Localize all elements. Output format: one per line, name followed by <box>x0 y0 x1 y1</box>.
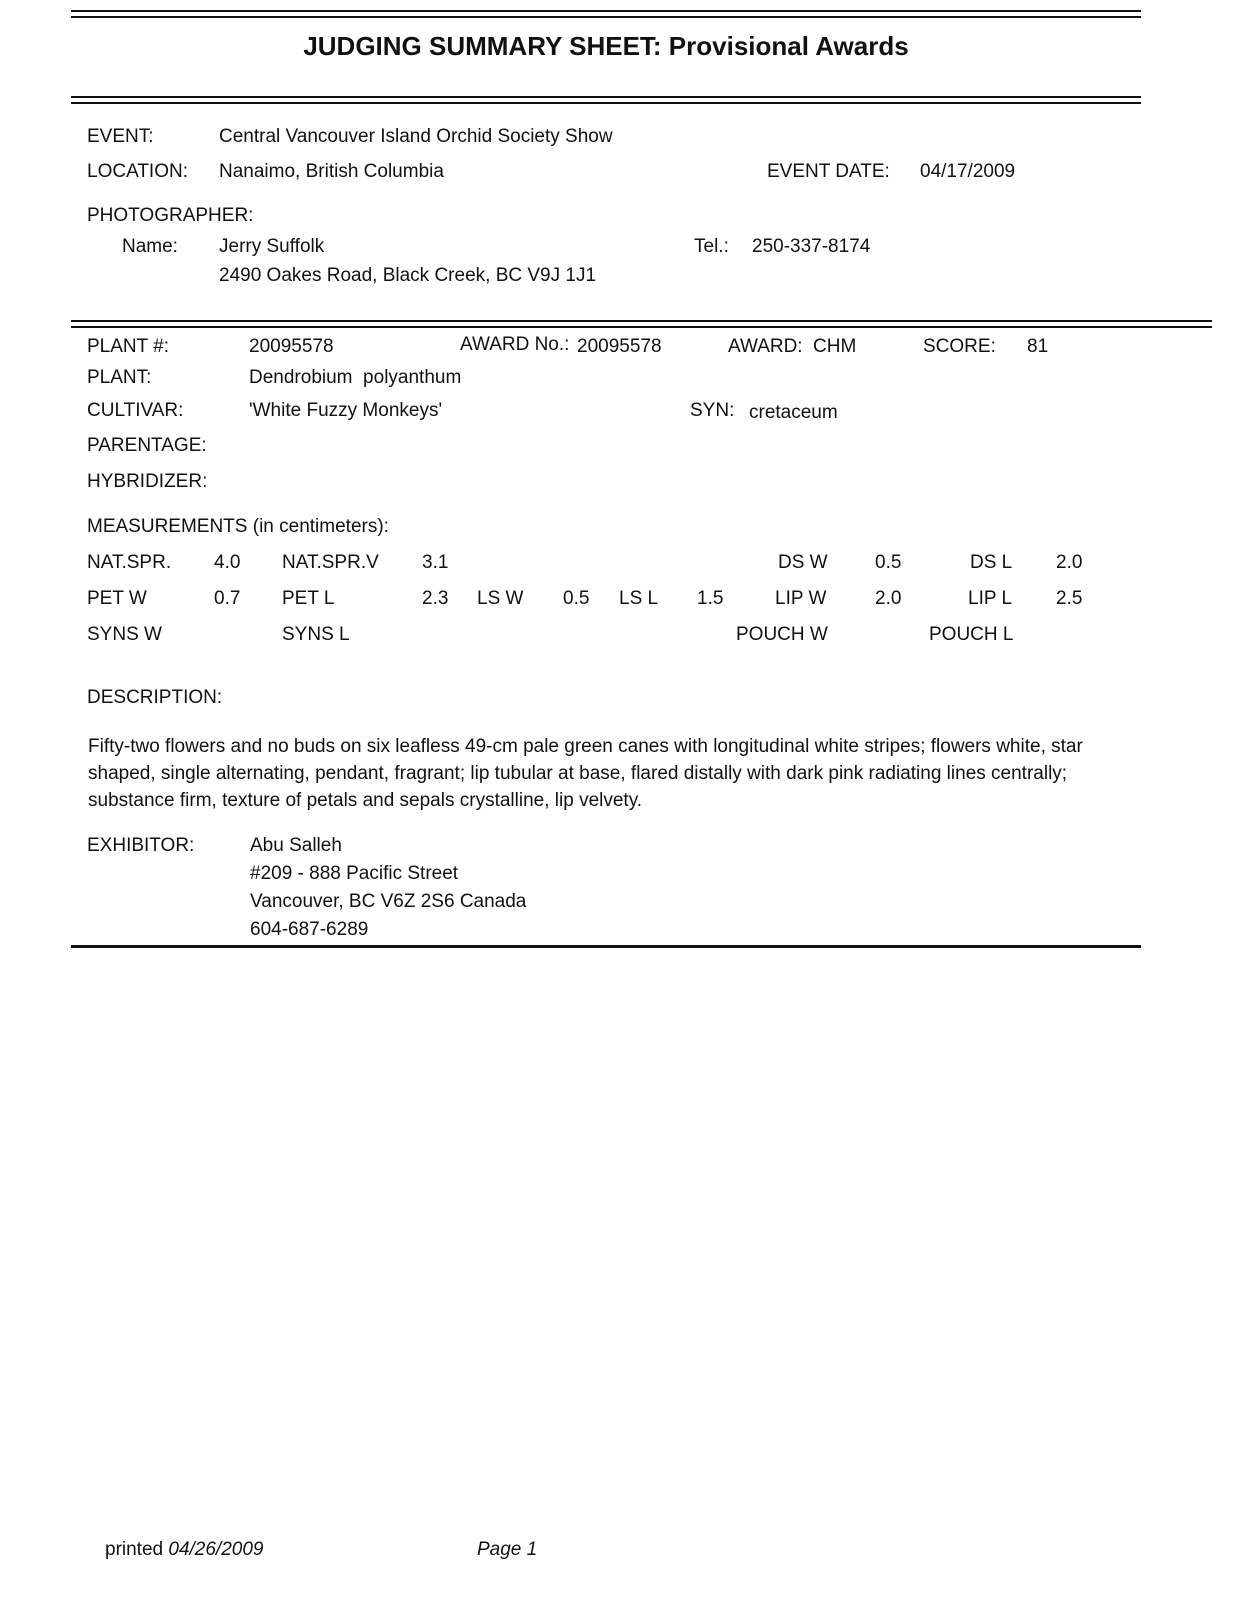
exhibitor-street: #209 - 888 Pacific Street <box>250 863 459 884</box>
exhibitor-city: Vancouver, BC V6Z 2S6 Canada <box>250 891 527 912</box>
nat-spr-value: 4.0 <box>214 552 241 573</box>
award-no: 20095578 <box>577 336 662 357</box>
footer-printed <box>105 1539 263 1561</box>
photographer-name-label: Name: <box>122 236 178 257</box>
exhibitor-label: EXHIBITOR: <box>87 835 195 856</box>
photographer-name: Jerry Suffolk <box>219 236 325 257</box>
pet-w-value: 0.7 <box>214 588 241 609</box>
pet-l-label: PET L <box>282 588 335 609</box>
syn-value: cretaceum <box>749 402 838 423</box>
measurements-heading: MEASUREMENTS (in centimeters): <box>87 516 389 537</box>
cultivar-value: 'White Fuzzy Monkeys' <box>249 400 443 421</box>
lip-l-value: 2.5 <box>1056 588 1083 609</box>
title-rule-1 <box>71 96 1141 98</box>
ds-l-value: 2.0 <box>1056 552 1083 573</box>
plant-rule-1 <box>71 320 1212 322</box>
description-heading: DESCRIPTION: <box>87 687 223 708</box>
photographer-tel: 250-337-8174 <box>752 236 871 257</box>
ds-l-label: DS L <box>970 552 1013 573</box>
title-rule-2 <box>71 102 1141 104</box>
ds-w-value: 0.5 <box>875 552 902 573</box>
plant-rule-2 <box>71 326 1212 328</box>
exhibitor-phone: 604-687-6289 <box>250 919 369 940</box>
ds-w-label: DS W <box>778 552 828 573</box>
top-rule-2 <box>71 16 1141 18</box>
score-label: SCORE: <box>923 336 996 357</box>
score-value: 81 <box>1027 336 1049 357</box>
ls-l-label: LS L <box>619 588 659 609</box>
plant-number: 20095578 <box>249 336 334 357</box>
photographer-heading: PHOTOGRAPHER: <box>87 205 254 226</box>
nat-spr-label: NAT.SPR. <box>87 552 172 573</box>
plant-name: Dendrobium polyanthum <box>249 367 462 388</box>
award-no-label: AWARD No.: <box>460 334 570 355</box>
plant-name-label: PLANT: <box>87 367 152 388</box>
bottom-rule <box>71 945 1141 948</box>
exhibitor-name: Abu Salleh <box>250 835 342 856</box>
page-number: Page 1 <box>477 1539 538 1560</box>
description-text: Fifty-two flowers and no buds on six leafless 49-cm pale green canes with longitudinal white stripes; flowers white, star shaped, single alternating, pendant, fragrant; lip tubular at base, flared distally with dark pink radiating lines centrally; substance firm, texture of petals and sepals crystalline, lip velvety. <box>88 736 1083 811</box>
pet-w-label: PET W <box>87 588 147 609</box>
syn-label: SYN: <box>690 400 735 421</box>
cultivar-label: CULTIVAR: <box>87 400 184 421</box>
ls-w-label: LS W <box>477 588 524 609</box>
award-value: CHM <box>813 336 857 357</box>
award-label: AWARD: <box>728 336 803 357</box>
photographer-address: 2490 Oakes Road, Black Creek, BC V9J 1J1 <box>219 265 597 286</box>
location-label: LOCATION: <box>87 161 188 182</box>
location-value: Nanaimo, British Columbia <box>219 161 444 182</box>
syns-w-label: SYNS W <box>87 624 162 645</box>
event-label: EVENT: <box>87 126 154 147</box>
page-title: JUDGING SUMMARY SHEET: Provisional Awards <box>303 31 909 61</box>
printed-date: 04/26/2009 <box>168 1539 264 1560</box>
pouch-l-label: POUCH L <box>929 624 1014 645</box>
lip-w-label: LIP W <box>775 588 827 609</box>
event-date-value: 04/17/2009 <box>920 161 1016 182</box>
parentage-label: PARENTAGE: <box>87 435 207 456</box>
nat-spr-v-label: NAT.SPR.V <box>282 552 379 573</box>
event-value: Central Vancouver Island Orchid Society Show <box>219 126 613 147</box>
pet-l-value: 2.3 <box>422 588 449 609</box>
lip-w-value: 2.0 <box>875 588 902 609</box>
lip-l-label: LIP L <box>968 588 1013 609</box>
ls-l-value: 1.5 <box>697 588 724 609</box>
hybridizer-label: HYBRIDIZER: <box>87 471 208 492</box>
plant-number-label: PLANT #: <box>87 336 170 357</box>
printed-label: printed <box>105 1539 164 1560</box>
ls-w-value: 0.5 <box>563 588 590 609</box>
photographer-tel-label: Tel.: <box>694 236 729 257</box>
nat-spr-v-value: 3.1 <box>422 552 449 573</box>
syns-l-label: SYNS L <box>282 624 350 645</box>
top-rule-1 <box>71 10 1141 12</box>
pouch-w-label: POUCH W <box>736 624 828 645</box>
event-date-label: EVENT DATE: <box>767 161 890 182</box>
